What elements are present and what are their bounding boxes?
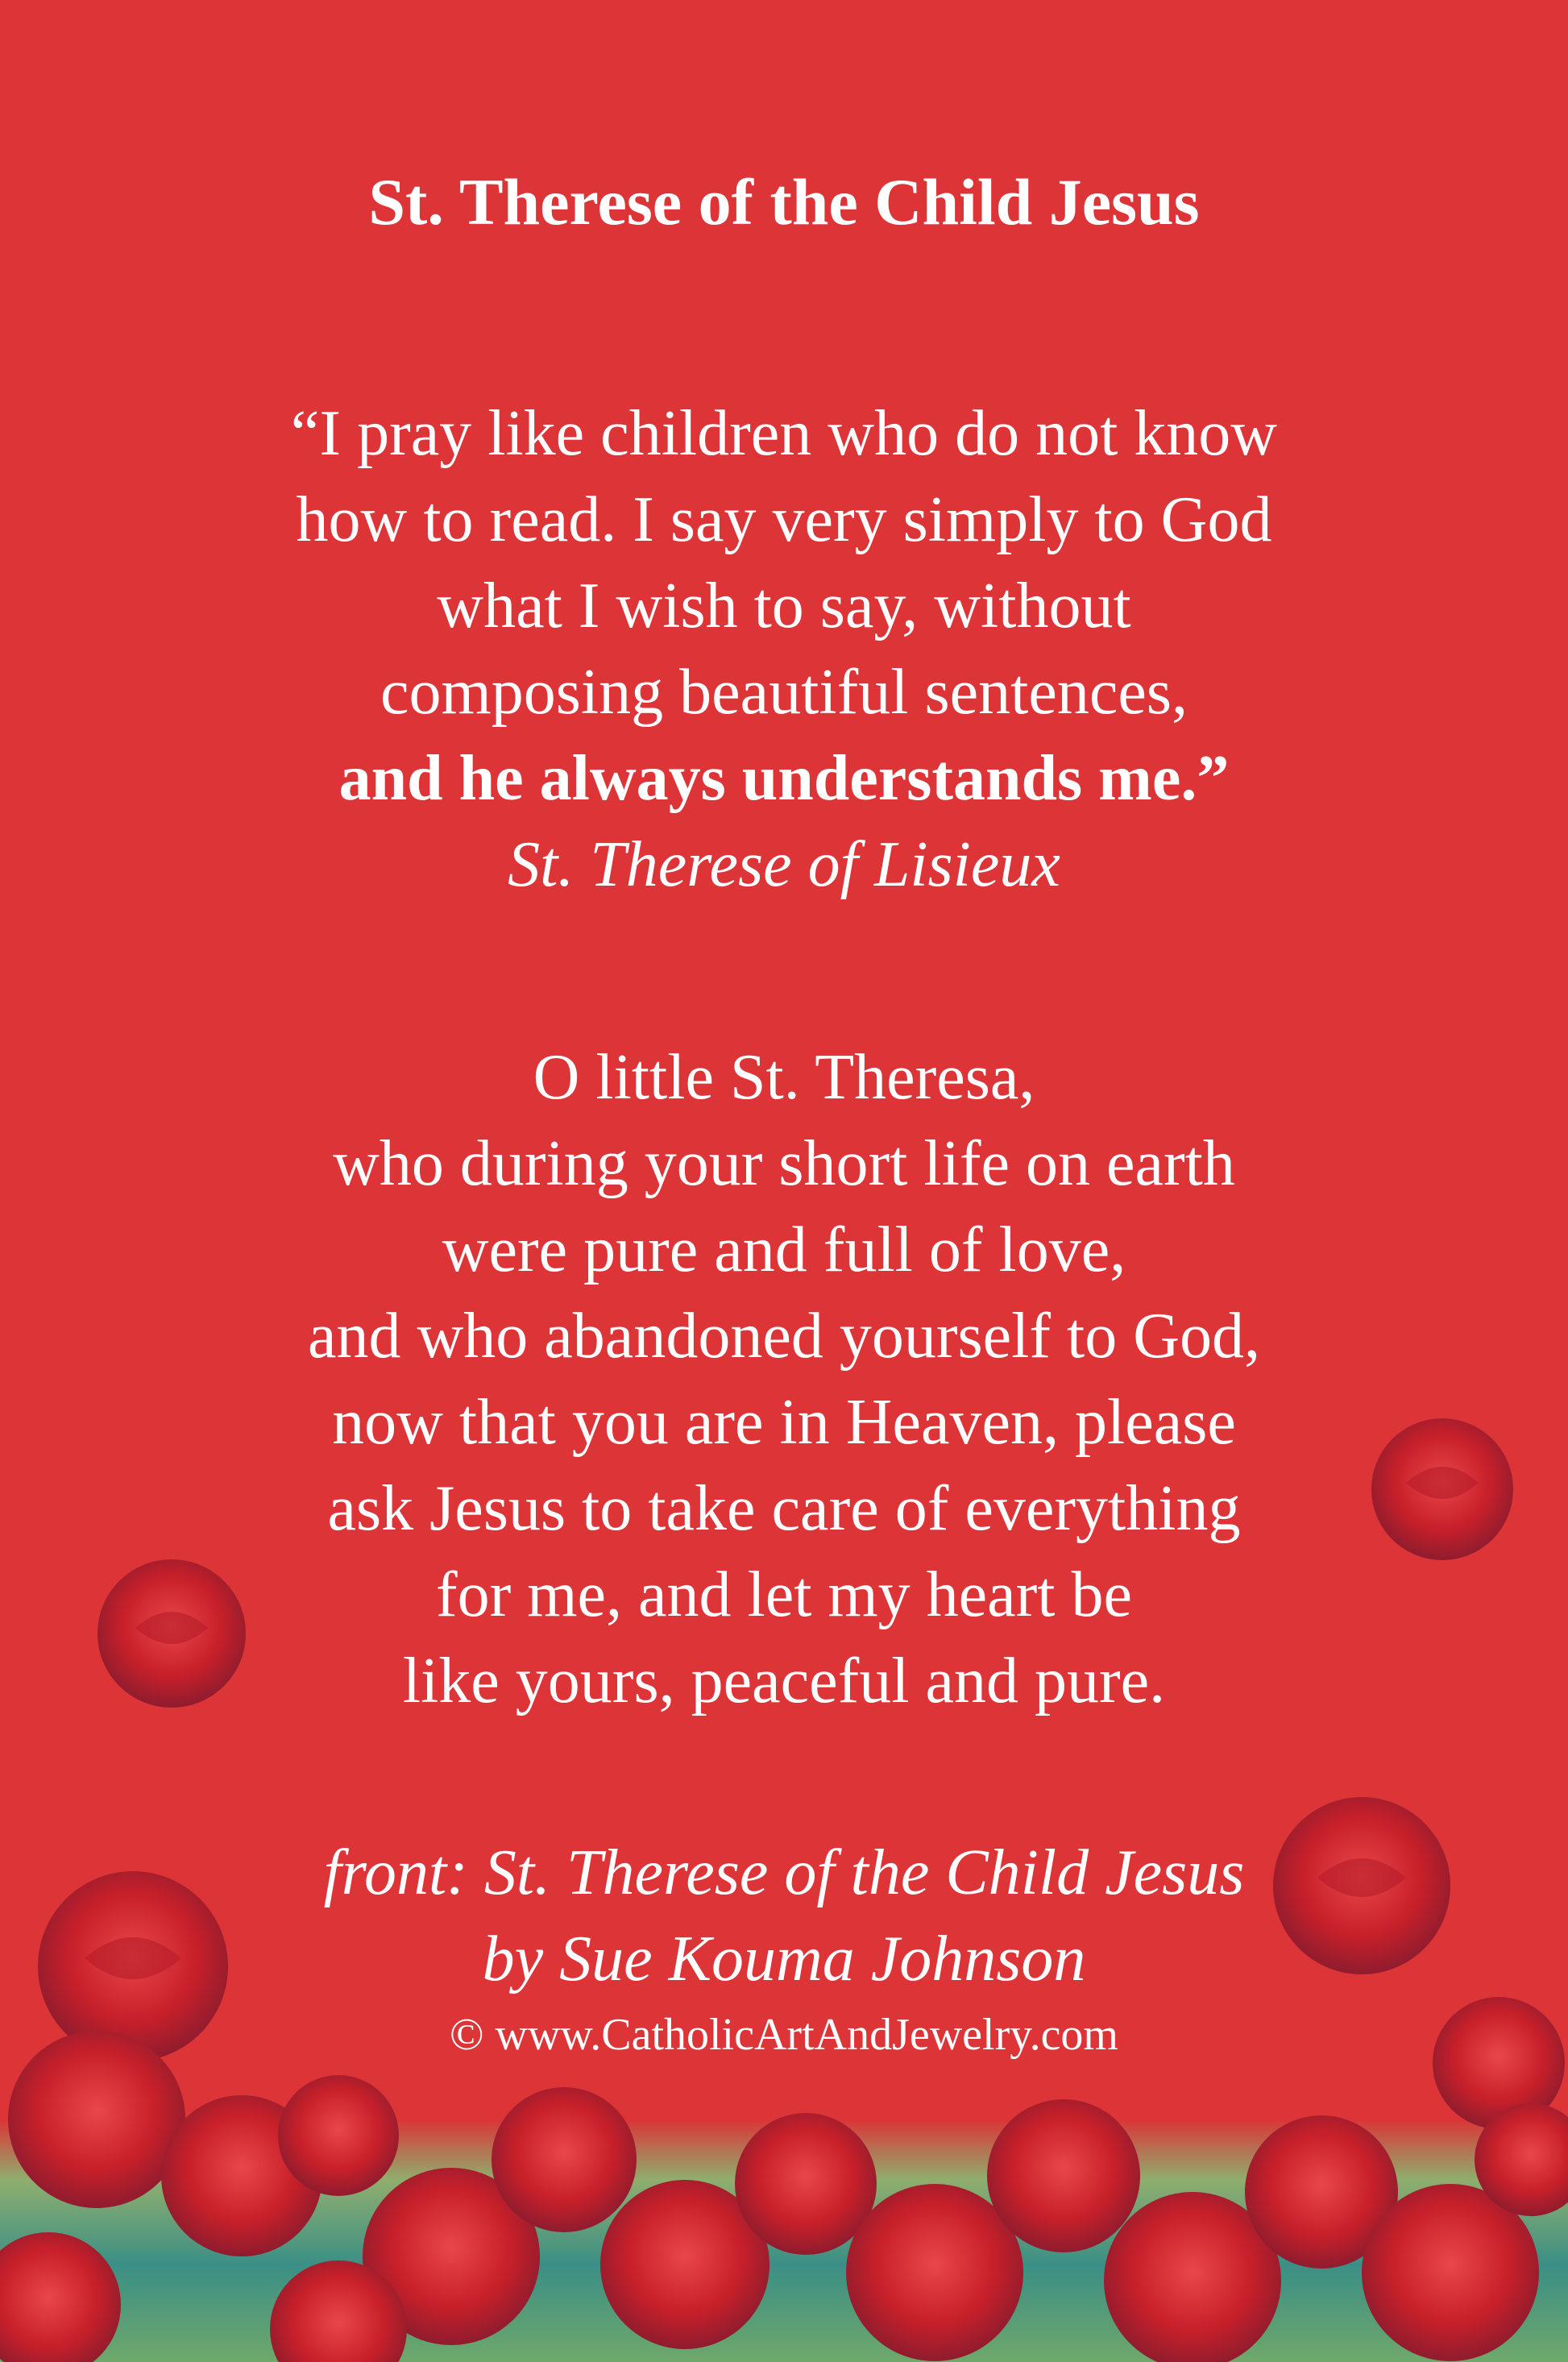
quote-line: composing beautiful sentences, (380, 657, 1188, 728)
credit-front: front: St. Therese of the Child Jesus (323, 1837, 1245, 1908)
quote-line: what I wish to say, without (437, 571, 1131, 641)
credit-artist: by Sue Kouma Johnson (482, 1924, 1086, 1995)
prayer-line: were pure and full of love, (442, 1214, 1126, 1285)
prayer-line: O little St. Theresa, (533, 1042, 1035, 1113)
quote-line: how to read. I say very simply to God (296, 484, 1272, 555)
prayer-line: now that you are in Heaven, please (332, 1387, 1236, 1458)
copyright-link[interactable]: © www.CatholicArtAndJewelry.com (450, 2010, 1118, 2060)
prayer-line: who during your short life on earth (333, 1128, 1235, 1199)
page-title: St. Therese of the Child Jesus (368, 165, 1200, 239)
quote-attribution: St. Therese of Lisieux (508, 829, 1060, 900)
prayer-block (0, 1035, 1568, 1725)
prayer-line: ask Jesus to take care of everything (327, 1473, 1241, 1544)
prayer-line: for me, and let my heart be (435, 1559, 1133, 1630)
prayer-line: like yours, peaceful and pure. (402, 1646, 1166, 1716)
quote-line: “I pray like children who do not know (290, 398, 1278, 469)
quote-line-emphasis: and he always understands me.” (338, 743, 1230, 814)
prayer-line: and who abandoned yourself to God, (308, 1301, 1260, 1372)
credits-block (0, 1830, 1568, 2067)
quote-block (0, 391, 1568, 908)
